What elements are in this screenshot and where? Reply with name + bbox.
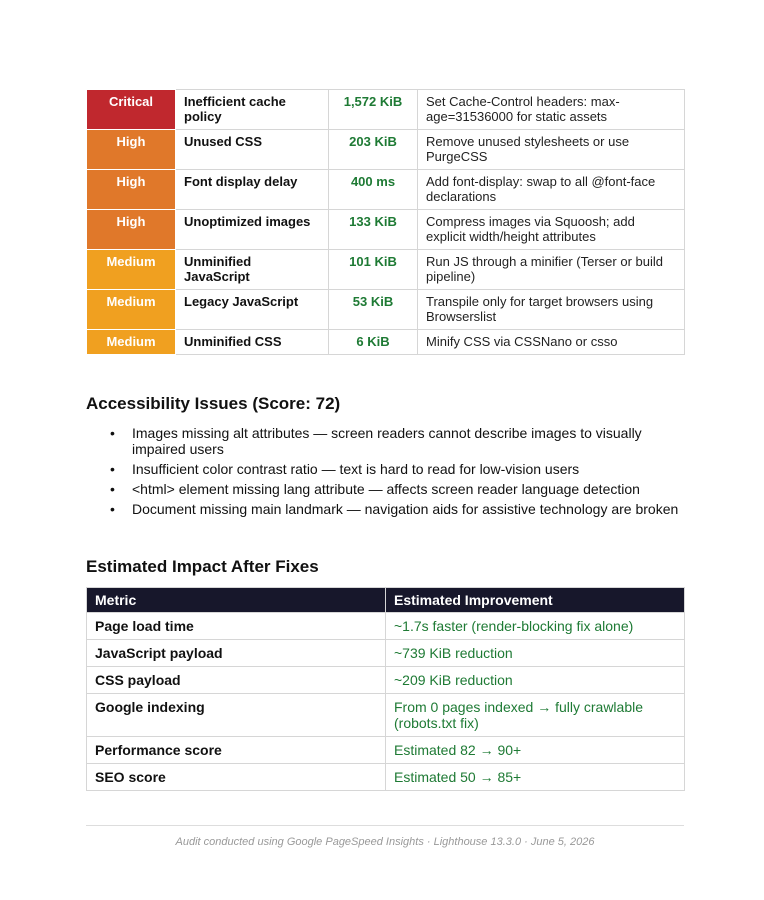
impact-table xyxy=(86,587,685,791)
impact-value: From 0 pages indexed → fully crawlable (robots.txt fix) xyxy=(386,694,685,737)
impact-header-row xyxy=(87,588,685,613)
accessibility-item-text: Document missing main landmark — navigation aids for assistive technology are broken xyxy=(132,501,679,517)
bullet-icon: • xyxy=(110,481,115,497)
severity-badge: Medium xyxy=(87,250,176,290)
impact-value: Estimated 50 → 85+ xyxy=(386,764,685,791)
accessibility-item xyxy=(86,461,684,477)
bullet-icon: • xyxy=(110,425,115,441)
issue-fix: Add font-display: swap to all @font-face declarations xyxy=(418,170,685,210)
issues-table xyxy=(86,89,685,355)
report-page xyxy=(86,89,684,785)
impact-row xyxy=(87,764,685,791)
issue-savings: 203 KiB xyxy=(329,130,418,170)
impact-metric: Page load time xyxy=(87,613,386,640)
issue-fix: Remove unused stylesheets or use PurgeCSS xyxy=(418,130,685,170)
issue-savings: 101 KiB xyxy=(329,250,418,290)
bullet-icon: • xyxy=(110,461,115,477)
severity-badge: High xyxy=(87,130,176,170)
impact-metric: CSS payload xyxy=(87,667,386,694)
accessibility-item xyxy=(86,501,684,517)
impact-value: ~739 KiB reduction xyxy=(386,640,685,667)
impact-row xyxy=(87,737,685,764)
issue-row xyxy=(87,330,685,355)
impact-metric: JavaScript payload xyxy=(87,640,386,667)
issue-fix: Transpile only for target browsers using Browserslist xyxy=(418,290,685,330)
column-header-metric: Metric xyxy=(87,588,386,613)
severity-badge: High xyxy=(87,170,176,210)
issue-savings: 400 ms xyxy=(329,170,418,210)
impact-metric: Google indexing xyxy=(87,694,386,737)
impact-row xyxy=(87,694,685,737)
issue-name: Font display delay xyxy=(176,170,329,210)
accessibility-item-text: <html> element missing lang attribute — affects screen reader language detection xyxy=(132,481,640,497)
impact-heading: Estimated Impact After Fixes xyxy=(86,557,319,576)
issue-fix: Run JS through a minifier (Terser or build pipeline) xyxy=(418,250,685,290)
impact-row xyxy=(87,640,685,667)
severity-badge: Medium xyxy=(87,290,176,330)
impact-row xyxy=(87,613,685,640)
impact-value: ~1.7s faster (render-blocking fix alone) xyxy=(386,613,685,640)
issue-savings: 6 KiB xyxy=(329,330,418,355)
accessibility-item xyxy=(86,481,684,497)
issue-name: Unminified CSS xyxy=(176,330,329,355)
issue-row xyxy=(87,290,685,330)
issue-row xyxy=(87,250,685,290)
footer-divider xyxy=(86,825,684,826)
issue-name: Inefficient cache policy xyxy=(176,90,329,130)
issue-name: Unused CSS xyxy=(176,130,329,170)
impact-value: ~209 KiB reduction xyxy=(386,667,685,694)
accessibility-item-text: Insufficient color contrast ratio — text is hard to read for low-vision users xyxy=(132,461,580,477)
issue-fix: Set Cache-Control headers: max-age=31536000 for static assets xyxy=(418,90,685,130)
issue-row xyxy=(87,130,685,170)
accessibility-item xyxy=(86,425,684,457)
issue-row xyxy=(87,210,685,250)
severity-badge: Medium xyxy=(87,330,176,355)
accessibility-heading: Accessibility Issues (Score: 72) xyxy=(86,394,341,413)
impact-row xyxy=(87,667,685,694)
issue-name: Legacy JavaScript xyxy=(176,290,329,330)
issue-fix: Compress images via Squoosh; add explicit width/height attributes xyxy=(418,210,685,250)
accessibility-item-text: Images missing alt attributes — screen readers cannot describe images to visually impaired users xyxy=(132,425,642,457)
bullet-icon: • xyxy=(110,501,115,517)
issue-name: Unoptimized images xyxy=(176,210,329,250)
issue-savings: 133 KiB xyxy=(329,210,418,250)
footer-note: Audit conducted using Google PageSpeed Insights · Lighthouse 13.3.0 · June 5, 2026 xyxy=(175,836,595,848)
issue-name: Unminified JavaScript xyxy=(176,250,329,290)
impact-metric: SEO score xyxy=(87,764,386,791)
severity-badge: Critical xyxy=(87,90,176,130)
impact-metric: Performance score xyxy=(87,737,386,764)
impact-value: Estimated 82 → 90+ xyxy=(386,737,685,764)
issue-row xyxy=(87,90,685,130)
accessibility-list xyxy=(86,425,684,521)
issue-savings: 1,572 KiB xyxy=(329,90,418,130)
issue-savings: 53 KiB xyxy=(329,290,418,330)
issue-fix: Minify CSS via CSSNano or csso xyxy=(418,330,685,355)
column-header-improvement: Estimated Improvement xyxy=(386,588,685,613)
severity-badge: High xyxy=(87,210,176,250)
issue-row xyxy=(87,170,685,210)
